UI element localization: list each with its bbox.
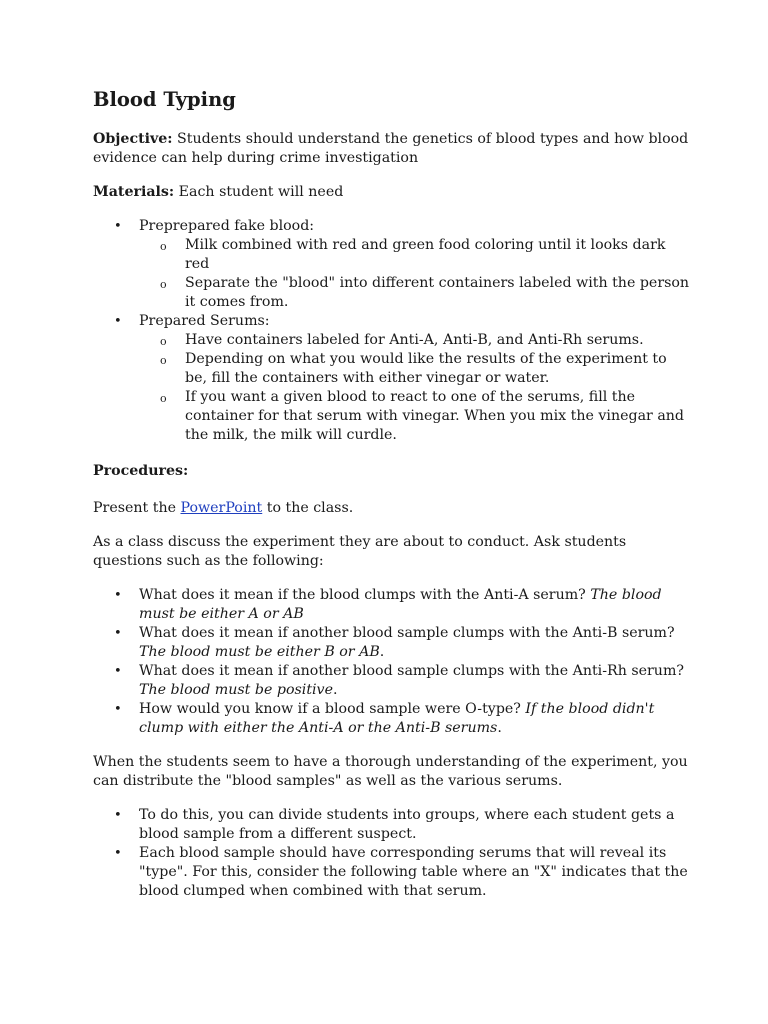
- objective-label: Objective:: [93, 131, 173, 147]
- answer-end: .: [379, 644, 385, 660]
- steps-list: [93, 806, 693, 901]
- answer-end: .: [497, 720, 502, 736]
- sub-list-item: o Separate the "blood" into different containers labeled with the person it comes from.: [139, 274, 693, 312]
- page-title: Blood Typing: [93, 88, 236, 111]
- list-item: • Each blood sample should have corresponding serums that will reveal its "type". For this, consider the following table where an "X" indicates that the blood clumped when combined with that serum.: [93, 844, 693, 901]
- list-item: [93, 586, 693, 624]
- questions-list: [93, 586, 693, 738]
- answer-text: The blood must be either B or AB: [139, 644, 380, 660]
- powerpoint-link[interactable]: PowerPoint: [180, 500, 263, 516]
- present-text-after: to the class.: [262, 500, 354, 516]
- distribute-paragraph: When the students seem to have a thorough understanding of the experiment, you can distribute the "blood samples" as well as the various serums.: [93, 754, 688, 789]
- materials-label: Materials:: [93, 184, 175, 200]
- present-paragraph: [93, 499, 693, 518]
- list-item: [93, 700, 693, 738]
- materials-list: [93, 217, 693, 445]
- sub-list: [139, 236, 693, 312]
- sub-list: [139, 331, 693, 445]
- question-text: What does it mean if another blood sample clumps with the Anti-B serum?: [139, 625, 675, 641]
- question-text: How would you know if a blood sample were O-type?: [139, 701, 526, 717]
- document-content: [93, 86, 693, 916]
- sub-list-item: o Have containers labeled for Anti-A, Anti-B, and Anti-Rh serums.: [139, 331, 693, 350]
- list-item: [93, 217, 693, 312]
- answer-end: .: [332, 682, 338, 698]
- materials-paragraph: [93, 183, 693, 202]
- question-text: What does it mean if the blood clumps with the Anti-A serum?: [139, 587, 591, 603]
- procedures-heading: Procedures:: [93, 463, 189, 479]
- list-item: • To do this, you can divide students into groups, where each student gets a blood sample from a different suspect.: [93, 806, 693, 844]
- list-item-text: Preprepared fake blood:: [139, 218, 315, 234]
- question-text: What does it mean if another blood sample clumps with the Anti-Rh serum?: [139, 663, 684, 679]
- sub-list-item: o Depending on what you would like the results of the experiment to be, fill the containers with either vinegar or water.: [139, 350, 693, 388]
- answer-text: The blood must be either A or AB: [139, 587, 662, 622]
- materials-text: Each student will need: [174, 184, 344, 200]
- answer-text: The blood must be positive: [139, 682, 333, 698]
- list-item: [93, 624, 693, 662]
- answer-text: If the blood didn't clump with either the Anti-A or the Anti-B serums: [139, 701, 655, 736]
- objective-text: Students should understand the genetics of blood types and how blood evidence can help during crime investigation: [93, 131, 689, 166]
- objective-paragraph: [93, 130, 693, 168]
- list-item-text: Prepared Serums:: [139, 313, 270, 329]
- list-item: [93, 312, 693, 445]
- list-item: [93, 662, 693, 700]
- present-text-before: Present the: [93, 500, 181, 516]
- sub-list-item: o If you want a given blood to react to one of the serums, fill the container for that serum with vinegar. When you mix the vinegar and the milk, the milk will curdle.: [139, 388, 693, 445]
- discuss-paragraph: As a class discuss the experiment they are about to conduct. Ask students questions such as the following:: [93, 534, 627, 569]
- sub-list-item: o Milk combined with red and green food coloring until it looks dark red: [139, 236, 693, 274]
